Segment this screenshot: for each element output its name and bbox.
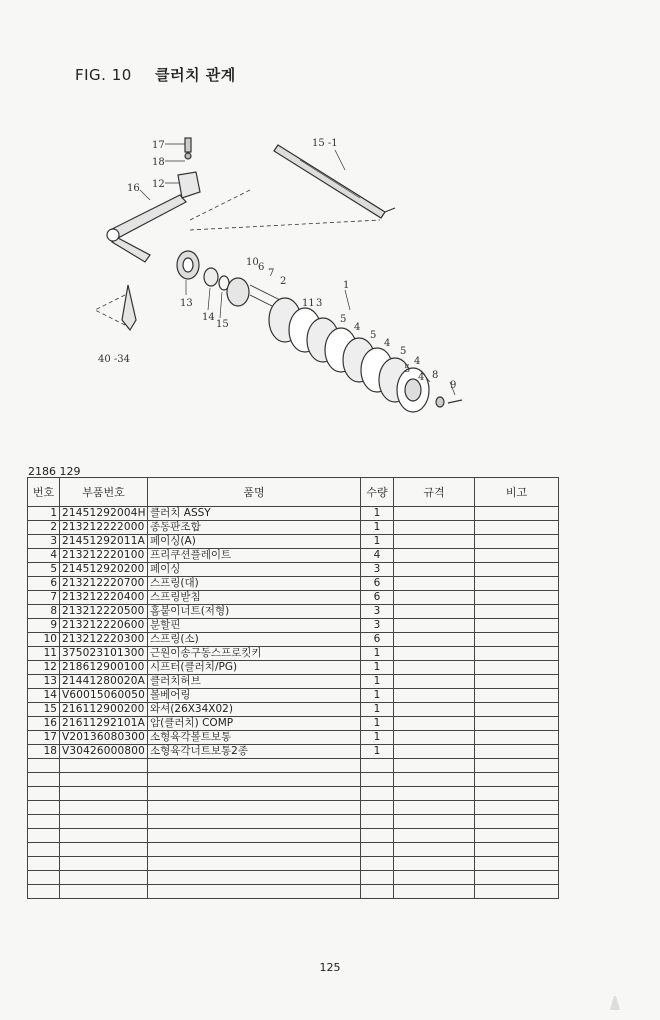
cell-part-no: 21611292101A (60, 717, 148, 731)
cell-spec (394, 591, 475, 605)
cell-part-no (60, 787, 148, 801)
cell-remarks (475, 871, 559, 885)
cell-no (28, 815, 60, 829)
cell-spec (394, 801, 475, 815)
cell-remarks (475, 829, 559, 843)
cell-qty: 1 (361, 703, 394, 717)
cell-qty (361, 857, 394, 871)
callout-12: 12 (152, 179, 165, 190)
cell-qty: 6 (361, 577, 394, 591)
cell-remarks (475, 745, 559, 759)
table-row (28, 717, 559, 731)
header-part-no: 부품번호 (60, 478, 148, 507)
cell-no: 16 (28, 717, 60, 731)
cell-spec (394, 703, 475, 717)
figure-title-korean: 클러치 관계 (155, 66, 236, 84)
cell-name (148, 843, 361, 857)
cell-part-no: 213212220600 (60, 619, 148, 633)
cell-part-no: 21451292004H (60, 507, 148, 521)
cell-name: 암(클러치) COMP (148, 717, 361, 731)
cell-remarks (475, 731, 559, 745)
cell-remarks (475, 703, 559, 717)
cell-name: 클러치 ASSY (148, 507, 361, 521)
clutch-exploded-diagram (0, 120, 660, 440)
cell-name: 볼베어링 (148, 689, 361, 703)
cell-name: 페이싱(A) (148, 535, 361, 549)
table-row (28, 703, 559, 717)
cell-part-no: V20136080300 (60, 731, 148, 745)
cell-remarks (475, 605, 559, 619)
cell-part-no (60, 829, 148, 843)
table-row (28, 507, 559, 521)
table-row (28, 591, 559, 605)
cell-spec (394, 787, 475, 801)
cell-qty: 1 (361, 689, 394, 703)
figure-label: FIG. 10 (75, 66, 132, 84)
cell-remarks (475, 507, 559, 521)
callout-18: 18 (152, 157, 165, 168)
cell-spec (394, 675, 475, 689)
cell-spec (394, 507, 475, 521)
cell-part-no (60, 885, 148, 899)
cell-no (28, 829, 60, 843)
cell-name: 소형육각볼트보통 (148, 731, 361, 745)
cell-qty (361, 843, 394, 857)
cell-name: 페이싱 (148, 563, 361, 577)
cell-part-no: 375023101300 (60, 647, 148, 661)
callout-11: 11 (302, 298, 315, 309)
cell-spec (394, 563, 475, 577)
table-row-empty (28, 787, 559, 801)
cell-qty: 1 (361, 647, 394, 661)
cell-no: 3 (28, 535, 60, 549)
cell-part-no: 213212222000 (60, 521, 148, 535)
cell-part-no: V60015060050 (60, 689, 148, 703)
document-code: 2186 129 (28, 465, 81, 478)
table-row (28, 675, 559, 689)
callout-13: 13 (180, 298, 193, 309)
cell-qty: 1 (361, 661, 394, 675)
cell-qty (361, 885, 394, 899)
cell-part-no (60, 773, 148, 787)
callout-10: 10 (246, 257, 259, 268)
cell-qty: 1 (361, 717, 394, 731)
cell-no: 11 (28, 647, 60, 661)
cell-no: 1 (28, 507, 60, 521)
cell-remarks (475, 843, 559, 857)
cell-qty: 1 (361, 521, 394, 535)
cell-spec (394, 535, 475, 549)
cell-no (28, 843, 60, 857)
cell-remarks (475, 801, 559, 815)
cell-part-no: 218612900100 (60, 661, 148, 675)
table-row (28, 521, 559, 535)
cell-spec (394, 521, 475, 535)
cell-spec (394, 731, 475, 745)
parts-table-body (28, 507, 559, 899)
cell-part-no (60, 815, 148, 829)
cell-name: 시프터(클러치/PG) (148, 661, 361, 675)
cell-qty: 3 (361, 605, 394, 619)
table-row-empty (28, 871, 559, 885)
table-row-empty (28, 801, 559, 815)
page-number: 125 (319, 961, 341, 974)
cell-qty: 6 (361, 633, 394, 647)
table-row-empty (28, 759, 559, 773)
cell-no (28, 787, 60, 801)
cell-spec (394, 857, 475, 871)
cell-no: 17 (28, 731, 60, 745)
cell-remarks (475, 759, 559, 773)
table-row-empty (28, 843, 559, 857)
cell-part-no: 213212220400 (60, 591, 148, 605)
cell-no: 6 (28, 577, 60, 591)
cell-remarks (475, 857, 559, 871)
callout-3: 3 (316, 298, 323, 309)
cell-part-no: 21441280020A (60, 675, 148, 689)
cell-qty: 1 (361, 675, 394, 689)
cell-part-no: 213212220700 (60, 577, 148, 591)
cell-no (28, 801, 60, 815)
cell-name (148, 759, 361, 773)
cell-name (148, 829, 361, 843)
cell-no (28, 871, 60, 885)
cell-spec (394, 773, 475, 787)
cell-spec (394, 885, 475, 899)
cell-remarks (475, 619, 559, 633)
cell-name: 종동판조합 (148, 521, 361, 535)
table-header-row (28, 478, 559, 507)
callout-17: 17 (152, 140, 165, 151)
cell-name (148, 857, 361, 871)
table-row (28, 661, 559, 675)
callout-5c: 5 (400, 346, 407, 357)
cell-qty (361, 773, 394, 787)
header-remarks: 비고 (475, 478, 559, 507)
cell-name: 소형육각너트보통2종 (148, 745, 361, 759)
cell-qty: 1 (361, 507, 394, 521)
cell-name (148, 815, 361, 829)
callout-9: 9 (450, 380, 457, 391)
cell-name: 분할핀 (148, 619, 361, 633)
parts-table (27, 477, 559, 899)
cell-spec (394, 689, 475, 703)
cell-remarks (475, 591, 559, 605)
table-row (28, 563, 559, 577)
callout-8: 8 (432, 370, 439, 381)
cell-spec (394, 619, 475, 633)
cell-name: 와셔(26X34X02) (148, 703, 361, 717)
cell-part-no: 216112900200 (60, 703, 148, 717)
table-row (28, 577, 559, 591)
cell-qty (361, 801, 394, 815)
cell-name: 홈붙이너트(저형) (148, 605, 361, 619)
header-qty: 수량 (361, 478, 394, 507)
cell-qty (361, 871, 394, 885)
cell-no: 10 (28, 633, 60, 647)
cell-no (28, 759, 60, 773)
cell-no: 7 (28, 591, 60, 605)
cell-spec (394, 815, 475, 829)
cell-part-no (60, 857, 148, 871)
cell-no (28, 773, 60, 787)
header-name: 품명 (148, 478, 361, 507)
cell-qty (361, 759, 394, 773)
cell-name (148, 871, 361, 885)
cell-part-no: 213212220300 (60, 633, 148, 647)
cell-part-no: V30426000800 (60, 745, 148, 759)
cell-name: 스프링(대) (148, 577, 361, 591)
cell-no: 13 (28, 675, 60, 689)
callout-7: 7 (268, 268, 275, 279)
cell-qty: 1 (361, 745, 394, 759)
cell-spec (394, 633, 475, 647)
cell-part-no (60, 759, 148, 773)
callout-6: 6 (258, 262, 265, 273)
cell-no (28, 885, 60, 899)
callout-5b: 5 (370, 330, 377, 341)
cell-no: 18 (28, 745, 60, 759)
cell-spec (394, 661, 475, 675)
table-row (28, 535, 559, 549)
callout-4d: 4 (418, 372, 425, 383)
callout-16: 16 (127, 183, 140, 194)
cell-name (148, 885, 361, 899)
cell-part-no (60, 801, 148, 815)
cell-no: 9 (28, 619, 60, 633)
cell-remarks (475, 549, 559, 563)
cell-name (148, 801, 361, 815)
cell-no (28, 857, 60, 871)
cell-qty (361, 815, 394, 829)
cell-no: 5 (28, 563, 60, 577)
cell-remarks (475, 647, 559, 661)
table-row (28, 647, 559, 661)
cell-remarks (475, 633, 559, 647)
cell-spec (394, 871, 475, 885)
cell-remarks (475, 787, 559, 801)
cell-name: 근원이송구동스프로킷키 (148, 647, 361, 661)
cell-remarks (475, 717, 559, 731)
callout-15-1: 15 -1 (312, 138, 338, 149)
cell-no: 8 (28, 605, 60, 619)
cell-no: 12 (28, 661, 60, 675)
header-no: 번호 (28, 478, 60, 507)
cell-part-no: 213212220500 (60, 605, 148, 619)
cell-part-no: 214512920200 (60, 563, 148, 577)
cell-remarks (475, 563, 559, 577)
cell-no: 15 (28, 703, 60, 717)
cell-part-no (60, 871, 148, 885)
callout-2: 2 (280, 276, 287, 287)
cell-no: 2 (28, 521, 60, 535)
header-spec: 규격 (394, 478, 475, 507)
cell-remarks (475, 521, 559, 535)
scan-artifact (610, 996, 620, 1010)
cell-remarks (475, 689, 559, 703)
cell-name: 프리쿠션플레이트 (148, 549, 361, 563)
table-row-empty (28, 829, 559, 843)
cell-part-no: 213212220100 (60, 549, 148, 563)
cell-no: 4 (28, 549, 60, 563)
cell-remarks (475, 577, 559, 591)
table-row (28, 633, 559, 647)
cell-qty: 1 (361, 535, 394, 549)
callout-15: 15 (216, 319, 229, 330)
callout-5a: 5 (340, 314, 347, 325)
cell-qty: 1 (361, 731, 394, 745)
table-row (28, 619, 559, 633)
table-row-empty (28, 815, 559, 829)
table-row-empty (28, 773, 559, 787)
cell-remarks (475, 661, 559, 675)
callout-4a: 4 (354, 322, 361, 333)
cell-part-no: 21451292011A (60, 535, 148, 549)
cell-qty: 6 (361, 591, 394, 605)
table-row-empty (28, 885, 559, 899)
cell-name (148, 787, 361, 801)
cell-remarks (475, 773, 559, 787)
callout-14: 14 (202, 312, 215, 323)
cell-spec (394, 717, 475, 731)
cell-spec (394, 829, 475, 843)
cell-qty (361, 829, 394, 843)
cell-spec (394, 759, 475, 773)
cell-spec (394, 745, 475, 759)
table-row (28, 549, 559, 563)
cell-spec (394, 549, 475, 563)
cell-qty: 4 (361, 549, 394, 563)
callout-4c: 4 (414, 356, 421, 367)
cell-no: 14 (28, 689, 60, 703)
cell-spec (394, 843, 475, 857)
cell-spec (394, 577, 475, 591)
cell-spec (394, 647, 475, 661)
cell-name: 스프링받침 (148, 591, 361, 605)
callout-5d: 5 (404, 364, 411, 375)
table-row (28, 605, 559, 619)
figure-title (75, 64, 236, 85)
table-row (28, 745, 559, 759)
callout-1: 1 (343, 280, 350, 291)
cell-remarks (475, 815, 559, 829)
table-row (28, 731, 559, 745)
cell-name: 클러치허브 (148, 675, 361, 689)
cell-name (148, 773, 361, 787)
cell-spec (394, 605, 475, 619)
cell-remarks (475, 535, 559, 549)
cell-remarks (475, 885, 559, 899)
cell-part-no (60, 843, 148, 857)
callout-40-34: 40 -34 (98, 354, 131, 365)
cell-name: 스프링(소) (148, 633, 361, 647)
cell-remarks (475, 675, 559, 689)
table-row (28, 689, 559, 703)
callout-4b: 4 (384, 338, 391, 349)
table-row-empty (28, 857, 559, 871)
cell-qty (361, 787, 394, 801)
cell-qty: 3 (361, 563, 394, 577)
cell-qty: 3 (361, 619, 394, 633)
